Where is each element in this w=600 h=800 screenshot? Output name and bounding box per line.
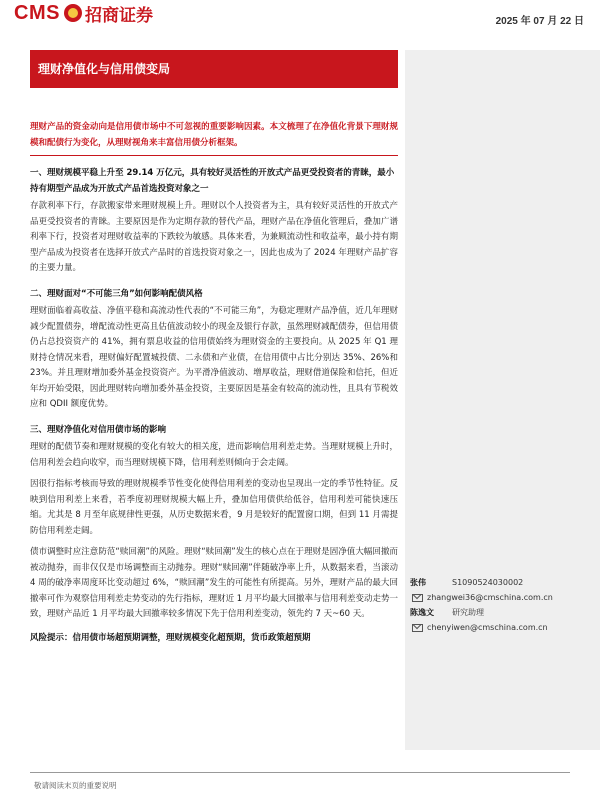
logo-chinese: 招商证券	[84, 5, 153, 26]
author-role: 研究助理	[452, 608, 484, 617]
footer-note: 敬请阅读末页的重要说明	[34, 781, 117, 790]
author-block	[410, 575, 595, 635]
section-1-heading: 一、理财规模平稳上升至 29.14 万亿元，具有较好灵活性的开放式产品更受投资者的青睐，最小持有期型产品成为开放式产品首选投资对象之一	[30, 168, 395, 194]
logo	[14, 0, 153, 26]
footer-divider	[30, 772, 570, 773]
section-2-heading: 二、理财面对“不可能三角”如何影响配债风格	[30, 288, 203, 299]
logo-text: CMS	[14, 1, 60, 24]
report-title: 理财净值化与信用债变局	[30, 50, 398, 88]
report-date: 2025 年 07 月 22 日	[495, 16, 584, 27]
author-2	[410, 605, 595, 620]
section-2-paragraph: 理财面临着高收益、净值平稳和高流动性代表的“不可能三角”，为稳定理财产品净值，近几年理财减少配置债券，增配流动性更高且估值波动较小的现金及银行存款，虽然理财减配债券，但信用债仍占总投资资产的 41%，拥有票息收益的信用债始终为理财资金的主要投向。从 2025 年 Q1 理财持仓情况来看，理财偏好配置城投债、二永债和产业债，在信用债中占比分别达 35%、26%和 23%。并且理财增加委外基金投资资产。为平滑净值波动、增厚收益，理财借道保险和信托，但近年均开始受限，因此理财转向增加委外基金投资，主要原因是基金有较高的流动性，且具有节税效应和 QDII 额度优势。	[30, 306, 398, 409]
section-3-paragraph-3: 债市调整时应注意防范“赎回潮”的风险。理财“赎回潮”发生的核心点在于理财是固净值大幅回撤而被动抛券，而非仅仅是市场调整而主动抛券。理财“赎回潮”伴随破净率上升，从数据来看，当滚动 4 周的破净率周度环比变动超过 6%，“赎回潮”发生的可能性有所提高。另外，理财产品的最大回撤率可作为观察信用利差走势变动的先行指标，理财近 1 月平均最大回撤率与信用利差变动走势一致，理财产品近 1 月平均最大回撤率较多情况下先于信用利差变动，领先约 7 天~60 天。	[30, 547, 398, 619]
report-body	[30, 120, 398, 652]
author-1-email-row	[410, 590, 595, 605]
section-3-paragraph-2: 因很行指标考核而导致的理财规模季节性变化使得信用利差的变动也呈现出一定的季节性特征。反映到信用利差上来看，若季度初理财规模大幅上升，叠加信用债供给低谷，信用利差可能快速压缩。尤其是 8 月至年底规律性更强，从历史数据来看，9 月是较好的配置窗口期，但到 11 月需提防信用利差走阔。	[30, 479, 398, 536]
risk-warning: 风险提示：信用债市场超预期调整，理财规模变化超预期，货币政策超预期	[30, 632, 311, 643]
author-id: S1090524030002	[452, 578, 524, 587]
section-3-heading: 三、理财净值化对信用债市场的影响	[30, 424, 167, 435]
author-email[interactable]: chenyiwen@cmschina.com.cn	[427, 623, 548, 632]
mail-icon	[412, 624, 423, 632]
mail-icon	[412, 594, 423, 602]
author-email[interactable]: zhangwei36@cmschina.com.cn	[427, 593, 553, 602]
intro-summary: 理财产品的资金动向是信用债市场中不可忽视的重要影响因素。本文梳理了在净值化背景下理财规模和配债行为变化，从理财视角来丰富信用债分析框架。	[30, 120, 398, 156]
author-1	[410, 575, 595, 590]
logo-emblem-icon	[64, 4, 82, 22]
author-name: 陈逸文	[410, 608, 434, 617]
author-2-email-row	[410, 620, 595, 635]
section-3-paragraph-1: 理财的配债节奏和理财规模的变化有较大的相关度，进而影响信用利差走势。当理财规模上升时，信用利差会趋向收窄，而当理财规模下降，信用利差则倾向于会走阔。	[30, 442, 398, 468]
section-1-paragraph: 存款利率下行，存款搬家带来理财规模上升。理财以个人投资者为主，具有较好灵活性的开放式产品更受投资者的青睐。主要原因是作为定期存款的替代产品，理财产品在净值化管理后，叠加广谱利率下行，投资者对理财收益率的下跌较为敏感。具体来看，为兼顾流动性和收益率，最小持有期型产品成为投资者在选择开放式产品时的首选投资对象之一，因此也成为了 2024 年理财产品扩容的主要力量。	[30, 201, 398, 273]
author-name: 张伟	[410, 578, 426, 587]
sidebar-panel	[405, 50, 600, 750]
